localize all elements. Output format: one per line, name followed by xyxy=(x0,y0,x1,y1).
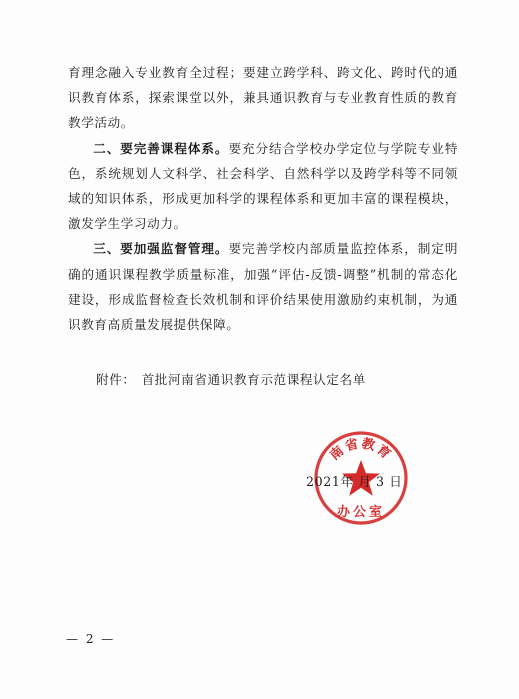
paragraph-heading: 二、要完善课程体系。 xyxy=(93,140,229,156)
seal-bottom-text: 办公室 xyxy=(336,505,386,520)
paragraph-text: 育理念融入专业教育全过程；要建立跨学科、跨文化、跨时代的通识教育体系，探索课堂以外，兼具通识教育与专业教育性质的教育教学活动。 xyxy=(68,65,458,131)
paragraph-supervision xyxy=(68,236,458,337)
document-body xyxy=(68,60,458,337)
attachment-title: 首批河南省通识教育示范课程认定名单 xyxy=(141,372,366,387)
page-number: — 2 — xyxy=(66,632,116,646)
attachment-label: 附件： xyxy=(96,372,136,387)
paragraph-curriculum-system xyxy=(68,136,458,237)
issue-date: 2021年 月 3 日 xyxy=(306,474,403,489)
paragraph-continuation xyxy=(68,60,458,136)
attachment-line xyxy=(96,369,372,388)
paragraph-text: 要充分结合学校办学定位与学院专业特色，系统规划人文科学、社会科学、自然科学以及跨学科等不同领域的知识体系，形成更加科学的课程体系和更加丰富的课程模块，激发学生学习动力。 xyxy=(68,140,459,232)
seal-top-text: 南省教育 xyxy=(327,436,395,464)
paragraph-text: 要完善学校内部质量监控体系，制定明确的通识课程教学质量标准，加强“评估-反馈-调整”机制的常态化建设，形成监督检查长效机制和评价结果使用激励约束机制，为通识教育高质量发展提供保障。 xyxy=(68,241,459,333)
paragraph-heading: 三、要加强监督管理。 xyxy=(93,241,229,257)
